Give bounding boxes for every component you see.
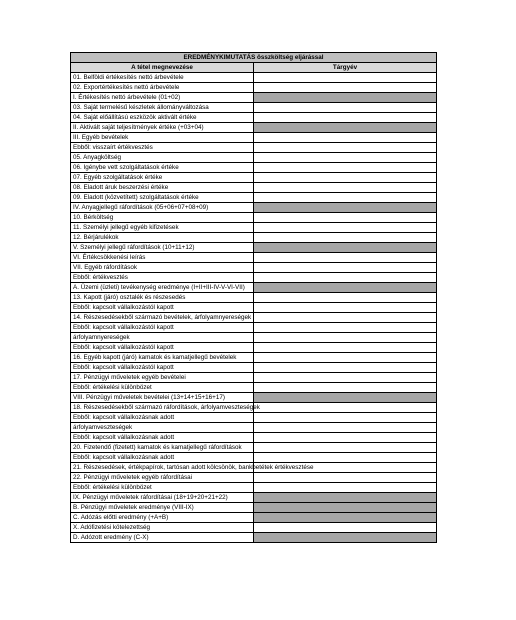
row-label: Ebből: kapcsolt vállalkozástól kapott [71, 343, 254, 353]
row-value-cell[interactable] [254, 193, 437, 203]
row-value-cell[interactable] [254, 363, 437, 373]
row-value-cell[interactable] [254, 223, 437, 233]
row-label: 07. Egyéb szolgáltatások értéke [71, 173, 254, 183]
row-label: 16. Egyéb kapott (járó) kamatok és kamatjellegű bevételek [71, 353, 254, 363]
table-title: EREDMÉNYKIMUTATÁS összköltség eljárással [71, 53, 437, 63]
table-row [71, 423, 437, 433]
row-label: II. Aktivált saját teljesítmények értéke (+03+04) [71, 123, 254, 133]
row-label: Ebből: értékelési különbözet [71, 483, 254, 493]
row-label: A. Üzemi (üzleti) tevékenység eredménye (I+II+III-IV-V-VI-VII) [71, 283, 254, 293]
row-value-cell[interactable] [254, 293, 437, 303]
column-header-row [71, 63, 437, 73]
table-row [71, 333, 437, 343]
table-row [71, 433, 437, 443]
row-label: B. Pénzügyi műveletek eredménye (VIII-IX) [71, 503, 254, 513]
row-label: C. Adózás előtti eredmény (+A+B) [71, 513, 254, 523]
table-row [71, 213, 437, 223]
row-value-cell[interactable] [254, 503, 437, 513]
row-value-cell[interactable] [254, 203, 437, 213]
row-value-cell[interactable] [254, 433, 437, 443]
row-value-cell[interactable] [254, 273, 437, 283]
row-label: IV. Anyagjellegű ráfordítások (05+06+07+08+09) [71, 203, 254, 213]
row-value-cell[interactable] [254, 513, 437, 523]
table-row [71, 313, 437, 323]
row-value-cell[interactable] [254, 233, 437, 243]
table-row [71, 373, 437, 383]
table-row [71, 203, 437, 213]
row-label: Ebből: visszaírt értékvesztés [71, 143, 254, 153]
row-label: 10. Bérköltség [71, 213, 254, 223]
row-label: 03. Saját termelésű készletek állományváltozása [71, 103, 254, 113]
table-row [71, 153, 437, 163]
row-label: 01. Belföldi értékesítés nettó árbevétele [71, 73, 254, 83]
table-row [71, 463, 437, 473]
row-label: 06. Igénybe vett szolgáltatások értéke [71, 163, 254, 173]
row-value-cell[interactable] [254, 153, 437, 163]
row-label: 08. Eladott áruk beszerzési értéke [71, 183, 254, 193]
table-row [71, 303, 437, 313]
row-value-cell[interactable] [254, 123, 437, 133]
row-value-cell[interactable] [254, 383, 437, 393]
table-row [71, 253, 437, 263]
row-label: III. Egyéb bevételek [71, 133, 254, 143]
row-value-cell[interactable] [254, 423, 437, 433]
row-value-cell[interactable] [254, 373, 437, 383]
table-row [71, 103, 437, 113]
table-row [71, 113, 437, 123]
table-row [71, 83, 437, 93]
table-row [71, 343, 437, 353]
row-label: 22. Pénzügyi műveletek egyéb ráfordításai [71, 473, 254, 483]
row-label: 12. Bérjárulékok [71, 233, 254, 243]
row-label: Ebből: értékelési különbözet [71, 383, 254, 393]
row-value-cell[interactable] [254, 533, 437, 543]
row-label: VIII. Pénzügyi műveletek bevételei (13+14+15+16+17) [71, 393, 254, 403]
row-value-cell[interactable] [254, 333, 437, 343]
table-row [71, 73, 437, 83]
table-row [71, 323, 437, 333]
row-value-cell[interactable] [254, 93, 437, 103]
table-row [71, 243, 437, 253]
row-value-cell[interactable] [254, 523, 437, 533]
row-value-cell[interactable] [254, 473, 437, 483]
row-label: 11. Személyi jellegű egyéb kifizetések [71, 223, 254, 233]
row-label: Ebből: kapcsolt vállalkozástól kapott [71, 323, 254, 333]
row-label: X. Adófizetési kötelezettség [71, 523, 254, 533]
row-label: Ebből: kapcsolt vállalkozástól kapott [71, 363, 254, 373]
table-row [71, 173, 437, 183]
row-label: 05. Anyagköltség [71, 153, 254, 163]
table-row [71, 163, 437, 173]
table-row [71, 453, 437, 463]
table-row [71, 183, 437, 193]
row-value-cell[interactable] [254, 143, 437, 153]
row-value-cell[interactable] [254, 73, 437, 83]
row-value-cell[interactable] [254, 323, 437, 333]
row-label: 20. Fizetendő (fizetett) kamatok és kamatjellegű ráfordítások [71, 443, 254, 453]
row-label: 14. Részesedésekből származó bevételek, árfolyamnyereségek [71, 313, 254, 323]
table-row [71, 293, 437, 303]
row-label: I. Értékesítés nettó árbevétele (01+02) [71, 93, 254, 103]
table-title-row [71, 53, 437, 63]
table-row [71, 143, 437, 153]
column-header-year: Tárgyév [254, 63, 437, 73]
row-value-cell[interactable] [254, 163, 437, 173]
row-value-cell[interactable] [254, 353, 437, 363]
table-row [71, 443, 437, 453]
row-label: Ebből: kapcsolt vállalkozásnak adott [71, 453, 254, 463]
table-body [71, 53, 437, 543]
table-row [71, 513, 437, 523]
table-row [71, 493, 437, 503]
row-value-cell[interactable] [254, 403, 437, 413]
row-value-cell[interactable] [254, 283, 437, 293]
table-row [71, 403, 437, 413]
row-label: V. Személyi jellegű ráfordítások (10+11+12) [71, 243, 254, 253]
table-row [71, 93, 437, 103]
table-row [71, 123, 437, 133]
row-value-cell[interactable] [254, 493, 437, 503]
row-value-cell[interactable] [254, 453, 437, 463]
table-row [71, 503, 437, 513]
row-value-cell[interactable] [254, 253, 437, 263]
table-row [71, 533, 437, 543]
row-label: D. Adózott eredmény (C-X) [71, 533, 254, 543]
table-row [71, 393, 437, 403]
row-label: árfolyamnyereségek [71, 333, 254, 343]
row-value-cell[interactable] [254, 103, 437, 113]
row-value-cell[interactable] [254, 113, 437, 123]
row-value-cell[interactable] [254, 213, 437, 223]
row-label: 21. Részesedések, értékpapírok, tartósan adott kölcsönök, bankbetétek értékvesztése [71, 463, 254, 473]
row-label: Ebből: kapcsolt vállalkozásnak adott [71, 413, 254, 423]
row-value-cell[interactable] [254, 483, 437, 493]
row-label: VII. Egyéb ráfordítások [71, 263, 254, 273]
table-row [71, 353, 437, 363]
row-value-cell[interactable] [254, 313, 437, 323]
table-row [71, 523, 437, 533]
table-row [71, 233, 437, 243]
row-value-cell[interactable] [254, 263, 437, 273]
income-statement-table [70, 52, 437, 543]
row-label: 13. Kapott (járó) osztalék és részesedés [71, 293, 254, 303]
table-row [71, 223, 437, 233]
row-label: 17. Pénzügyi műveletek egyéb bevételei [71, 373, 254, 383]
row-label: 18. Részesedésekből származó ráfordítások, árfolyamveszteségek [71, 403, 254, 413]
table-row [71, 193, 437, 203]
row-label: Ebből: kapcsolt vállalkozástól kapott [71, 303, 254, 313]
row-value-cell[interactable] [254, 173, 437, 183]
table-row [71, 363, 437, 373]
row-value-cell[interactable] [254, 243, 437, 253]
row-label: 04. Saját előállítású eszközök aktivált értéke [71, 113, 254, 123]
row-value-cell[interactable] [254, 393, 437, 403]
row-label: IX. Pénzügyi műveletek ráfordításai (18+19+20+21+22) [71, 493, 254, 503]
row-value-cell[interactable] [254, 303, 437, 313]
table-row [71, 133, 437, 143]
row-value-cell[interactable] [254, 133, 437, 143]
table-row [71, 273, 437, 283]
table-row [71, 383, 437, 393]
row-label: árfolyamveszteségek [71, 423, 254, 433]
row-label: Ebből: kapcsolt vállalkozásnak adott [71, 433, 254, 443]
table-row [71, 473, 437, 483]
row-value-cell[interactable] [254, 413, 437, 423]
column-header-item: A tétel megnevezése [71, 63, 254, 73]
row-value-cell[interactable] [254, 343, 437, 353]
row-label: 09. Eladott (közvetített) szolgáltatások értéke [71, 193, 254, 203]
row-label: 02. Exportértékesítés nettó árbevétele [71, 83, 254, 93]
table-row [71, 283, 437, 293]
row-value-cell[interactable] [254, 183, 437, 193]
row-value-cell[interactable] [254, 83, 437, 93]
table-row [71, 413, 437, 423]
table-row [71, 263, 437, 273]
table-row [71, 483, 437, 493]
row-value-cell[interactable] [254, 443, 437, 453]
row-label: VI. Értékcsökkenési leírás [71, 253, 254, 263]
row-label: Ebből: értékvesztés [71, 273, 254, 283]
